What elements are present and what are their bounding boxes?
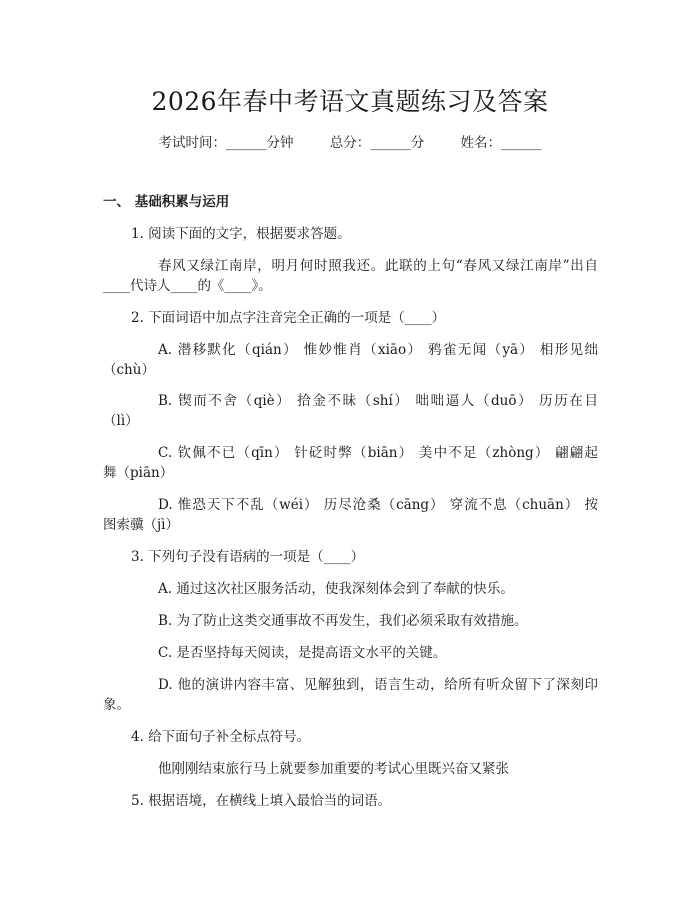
question-2-option-a: A. 潜移默化（qián） 惟妙惟肖（xiāo） 鸦雀无闻（yā） 相形见绌: [158, 342, 598, 358]
student-name: 姓名：______: [460, 135, 542, 151]
question-1-stem: 1. 阅读下面的文字，根据要求答题。: [131, 226, 351, 242]
question-2-option-d-cont: 图索骥（jì）: [103, 517, 180, 533]
question-2-option-d: D. 惟恐天下不乱（wéi） 历尽沧桑（cāng） 穿流不息（chuān） 按: [158, 497, 598, 513]
question-2-option-b-cont: （lì）: [103, 413, 139, 429]
question-3-option-c: C. 是否坚持每天阅读，是提高语文水平的关键。: [158, 645, 447, 661]
exam-total-score: 总分：______分: [329, 135, 425, 151]
question-5-stem: 5. 根据语境，在横线上填入最恰当的词语。: [131, 793, 392, 809]
question-4-sentence: 他刚刚结束旅行马上就要参加重要的考试心里既兴奋又紧张: [158, 761, 509, 777]
question-3-stem: 3. 下列句子没有语病的一项是（____）: [131, 549, 365, 565]
question-2-option-a-cont: （chù）: [103, 362, 155, 378]
question-2-stem: 2. 下面词语中加点字注音完全正确的一项是（____）: [131, 310, 446, 326]
page-title: 2026年春中考语文真题练习及答案: [151, 87, 549, 116]
question-3-option-d-cont: 象。: [103, 697, 130, 713]
question-2-option-b: B. 锲而不舍（qiè） 拾金不昧（shí） 咄咄逼人（duō） 历历在目: [158, 393, 598, 409]
exam-time: 考试时间：______分钟: [158, 135, 294, 151]
question-2-option-c-cont: 舞（piān）: [103, 465, 174, 481]
question-1-line2: ____代诗人____的《____》。: [103, 278, 272, 294]
question-3-option-d: D. 他的演讲内容丰富、见解独到，语言生动，给所有听众留下了深刻印: [158, 677, 598, 693]
question-3-option-b: B. 为了防止这类交通事故不再发生，我们必须采取有效措施。: [158, 613, 528, 629]
question-1-line1: 春风又绿江南岸，明月何时照我还。此联的上句“春风又绿江南岸”出自: [158, 258, 598, 274]
question-4-stem: 4. 给下面句子补全标点符号。: [131, 729, 311, 745]
question-3-option-a: A. 通过这次社区服务活动，使我深刻体会到了奉献的快乐。: [158, 581, 514, 597]
exam-meta: [0, 131, 700, 151]
question-2-option-c: C. 钦佩不已（qīn） 针砭时弊（biān） 美中不足（zhòng） 翩翩起: [158, 445, 598, 461]
section-heading: 一、 基础积累与运用: [103, 194, 230, 210]
